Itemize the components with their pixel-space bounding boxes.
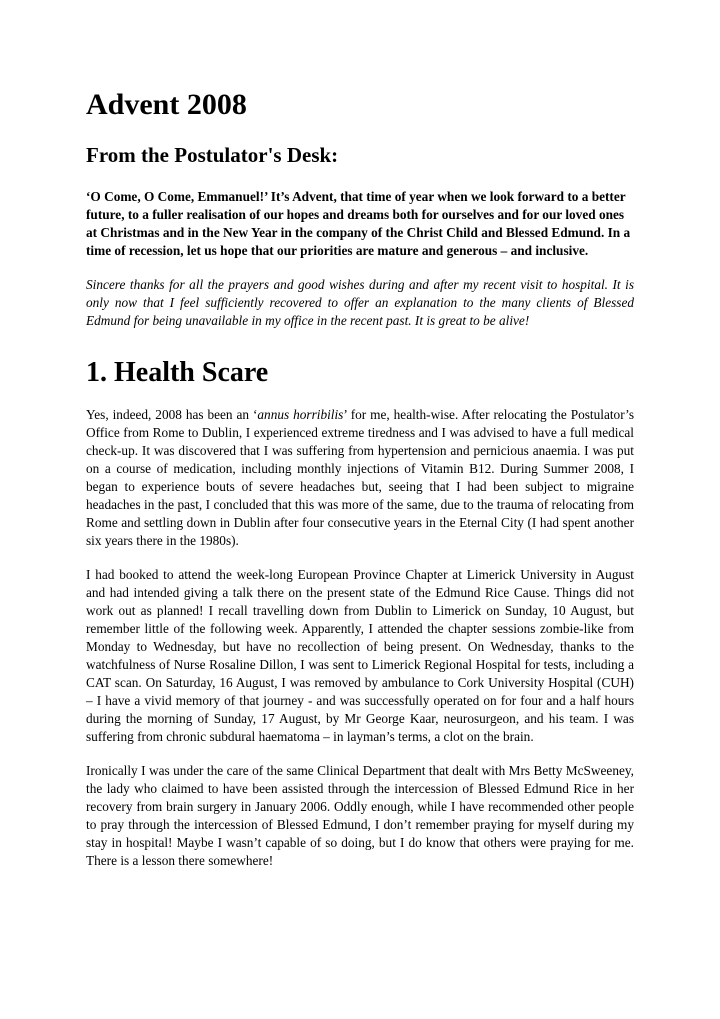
- section-heading-health-scare: 1. Health Scare: [86, 357, 269, 388]
- thanks-paragraph: Sincere thanks for all the prayers and good wishes during and after my recent visit to hospital. It is only now that I feel sufficiently recovered to offer an explanation to the many clients of Blessed Edmund for being unavailable in my office in the recent past. It is great to be alive!: [86, 277, 634, 328]
- page-subtitle: From the Postulator's Desk:: [86, 143, 339, 167]
- body-paragraph-2: I had booked to attend the week-long European Province Chapter at Limerick University in August and had intended giving a talk there on the present state of the Edmund Rice Cause. Things did not work out as planned! I recall travelling down from Dublin to Limerick on Sunday, 10 August, but remember little of the following week. Apparently, I attended the chapter sessions zombie-like from Monday to Wednesday, but have no recollection of being present. On Wednesday, thanks to the watchfulness of Nurse Rosaline Dillon, I was sent to Limerick Regional Hospital for tests, including a CAT scan. On Saturday, 16 August, I was removed by ambulance to Cork University Hospital (CUH) – I have a vivid memory of that journey - and was successfully operated on for four and a half hours during the morning of Sunday, 17 August, by Mr George Kaar, neurosurgeon, and his team. I was suffering from chronic subdural haematoma – in layman’s terms, a clot on the brain.: [86, 567, 634, 744]
- p1-latin-phrase: annus horribilis: [257, 407, 344, 422]
- p1-text-end: ’ for me, health-wise. After relocating the Postulator’s Office from Rome to Dublin, I experienced extreme tiredness and I was advised to have a full medical check-up. It was discovered that I was suffering from hypertension and pernicious anaemia. I was put on a course of medication, including monthly injections of Vitamin B12. During Summer 2008, I began to experience bouts of severe headaches but, seeing that I had been subject to migraine headaches in the past, I concluded that this was more of the same, due to the trauma of relocating from Rome and settling down in Dublin after four consecutive years in the Eternal City (I had spent another six years there in the 1980s).: [86, 407, 634, 548]
- page-title: Advent 2008: [86, 88, 247, 121]
- body-paragraph-1: [86, 406, 634, 550]
- document-page: [86, 88, 634, 870]
- intro-paragraph: ‘O Come, O Come, Emmanuel!’ It’s Advent, that time of year when we look forward to a better future, to a fuller realisation of our hopes and dreams both for ourselves and for our loved ones at Christmas and in the New Year in the company of the Christ Child and Blessed Edmund. In a time of recession, let us hope that our priorities are mature and generous – and inclusive.: [86, 189, 631, 258]
- p1-text-start: Yes, indeed, 2008 has been an ‘: [86, 407, 258, 422]
- body-paragraph-3: Ironically I was under the care of the same Clinical Department that dealt with Mrs Betty McSweeney, the lady who claimed to have been assisted through the intercession of Blessed Edmund Rice in her recovery from brain surgery in January 2006. Oddly enough, while I have recommended other people to pray through the intercession of Blessed Edmund, I don’t remember praying for myself during my stay in hospital! Maybe I wasn’t capable of so doing, but I do know that others were praying for me. There is a lesson there somewhere!: [86, 763, 634, 868]
